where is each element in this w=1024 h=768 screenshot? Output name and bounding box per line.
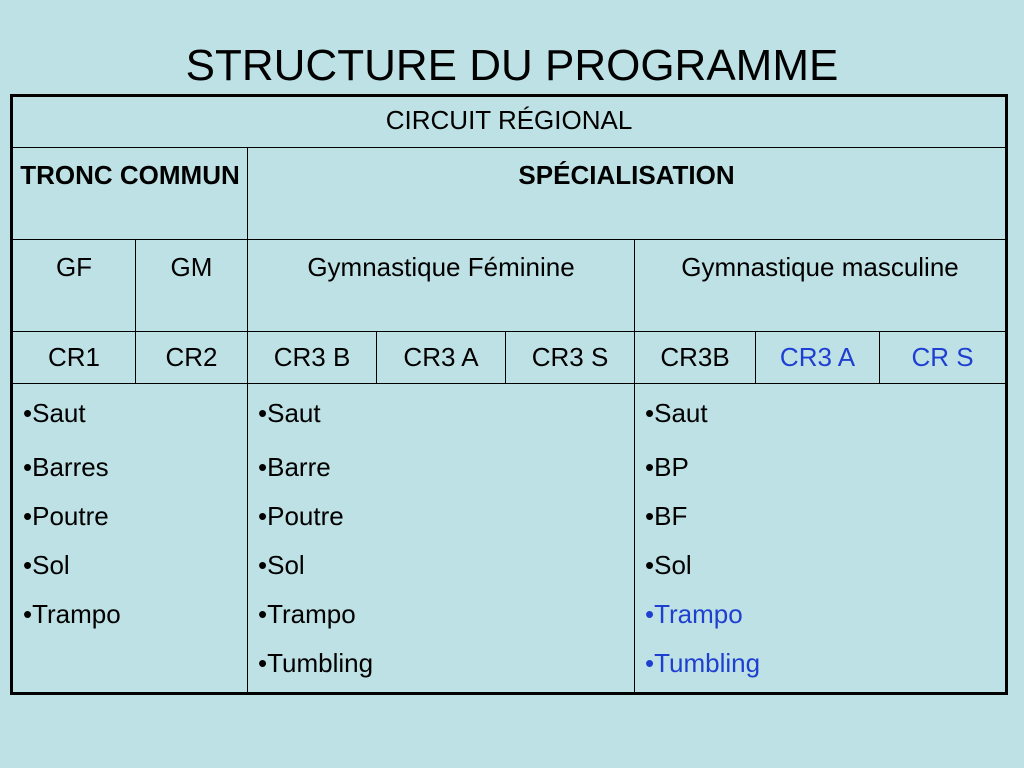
- level-crs-masculine: CR S: [880, 332, 1007, 384]
- list-item: •Tumbling: [258, 648, 374, 678]
- list-item: •Sol: [23, 550, 70, 580]
- group-gf: GF: [12, 240, 136, 332]
- feminine-events-cell: [248, 384, 635, 694]
- level-cr1: CR1: [12, 332, 136, 384]
- list-item: •Barres: [23, 452, 109, 482]
- list-item: •BP: [645, 452, 689, 482]
- masculine-events-cell: [635, 384, 1007, 694]
- list-item: •Barre: [258, 452, 331, 482]
- category-row: [12, 148, 1007, 240]
- group-gymnastique-masculine: Gymnastique masculine: [635, 240, 1007, 332]
- list-item: •Poutre: [258, 501, 344, 531]
- group-gymnastique-feminine: Gymnastique Féminine: [248, 240, 635, 332]
- feminine-events-list: [258, 394, 628, 688]
- level-cr3b-feminine: CR3 B: [248, 332, 377, 384]
- levels-row: [12, 332, 1007, 384]
- list-item: •Trampo: [258, 599, 356, 629]
- level-cr3b-masculine: CR3B: [635, 332, 756, 384]
- list-item: •Saut: [645, 398, 708, 428]
- masculine-events-list: [645, 394, 999, 688]
- level-cr3a-masculine: CR3 A: [756, 332, 880, 384]
- group-gm: GM: [136, 240, 248, 332]
- list-item: •Sol: [258, 550, 305, 580]
- list-item: •Trampo: [23, 599, 121, 629]
- program-structure-table: [10, 94, 1008, 695]
- level-cr3s-feminine: CR3 S: [506, 332, 635, 384]
- level-cr3a-feminine: CR3 A: [377, 332, 506, 384]
- list-item: •Tumbling: [645, 648, 761, 678]
- level-cr2: CR2: [136, 332, 248, 384]
- list-item: •Saut: [23, 398, 86, 428]
- list-item: •Trampo: [645, 599, 743, 629]
- circuit-row: [12, 96, 1007, 148]
- list-item: •Poutre: [23, 501, 109, 531]
- list-item: •Saut: [258, 398, 321, 428]
- list-item: •BF: [645, 501, 688, 531]
- tronc-commun-events-cell: [12, 384, 248, 694]
- circuit-regional-header: CIRCUIT RÉGIONAL: [12, 96, 1007, 148]
- tronc-commun-events-list: [23, 394, 241, 639]
- tronc-commun-header: TRONC COMMUN: [12, 148, 248, 240]
- list-item: •Sol: [645, 550, 692, 580]
- specialisation-header: SPÉCIALISATION: [248, 148, 1007, 240]
- groups-row: [12, 240, 1007, 332]
- events-row: [12, 384, 1007, 694]
- page-title: STRUCTURE DU PROGRAMME: [185, 41, 839, 90]
